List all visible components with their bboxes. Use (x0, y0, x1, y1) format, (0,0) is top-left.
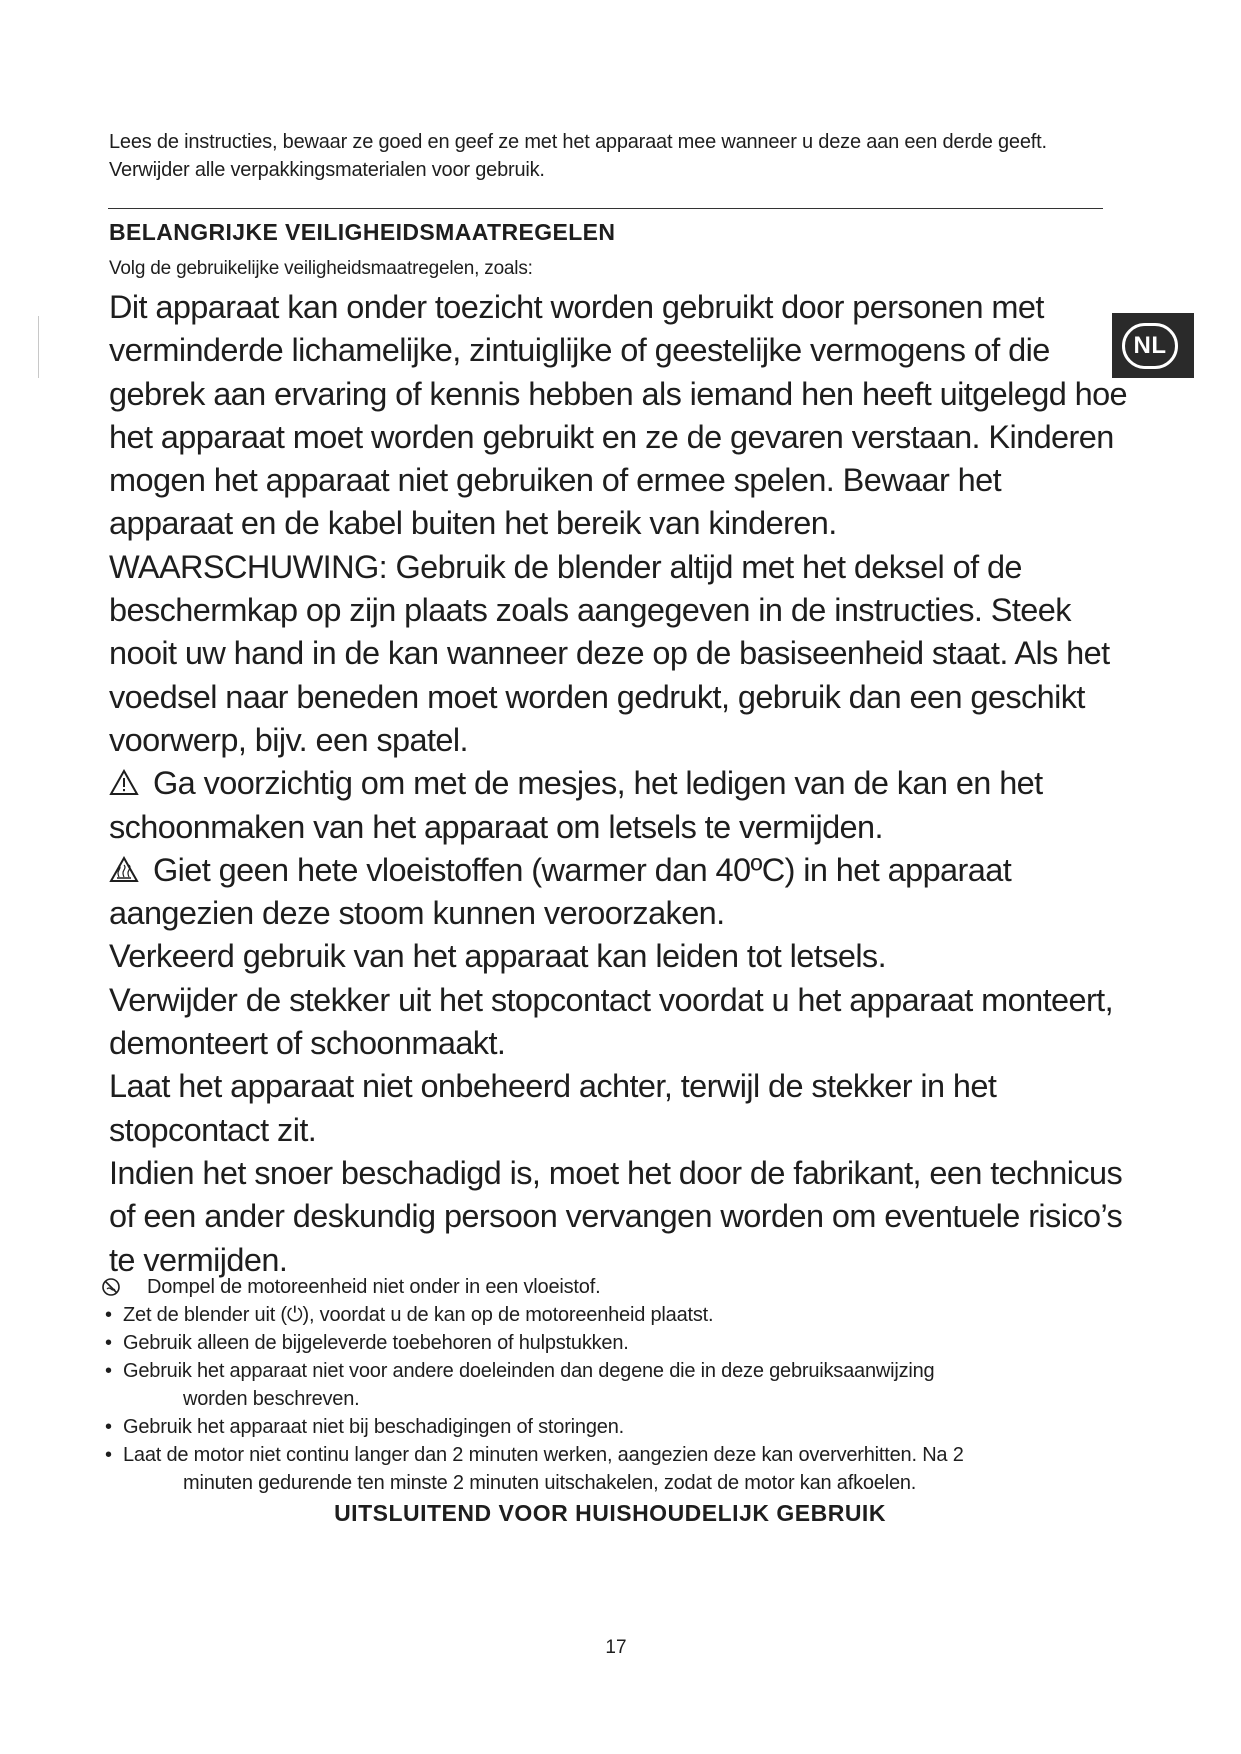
list-item (101, 1329, 1101, 1357)
paragraph-warning: WAARSCHUWING: Gebruik de blender altijd met het deksel of de beschermkap op zijn plaats zoals aangegeven in de instructies. Steek nooit uw hand in de kan wanneer deze op de basiseenheid staat. Als het voedsel naar beneden moet worden gedrukt, gebruik dan een geschikt voorwerp, bijv. een spatel. (109, 548, 1110, 758)
paragraph-unplug: Verwijder de stekker uit het stopcontact voordat u het apparaat monteert, demonteert of schoonmaakt. (109, 981, 1114, 1062)
list-item (101, 1413, 1101, 1441)
list-item-continuation: worden beschreven. (183, 1388, 360, 1410)
list-item-text: Gebruik alleen de bijgeleverde toebehoren of hulpstukken. (123, 1332, 629, 1354)
paragraph-unattended: Laat het apparaat niet onbeheerd achter, terwijl de stekker in het stopcontact zit. (109, 1068, 997, 1148)
paragraph-blades (109, 762, 1129, 849)
paragraph-misuse: Verkeerd gebruik van het apparaat kan leiden tot letsels. (109, 938, 887, 975)
intro-text: Lees de instructies, bewaar ze goed en geef ze met het apparaat mee wanneer u deze aan een derde geeft. Verwijder alle verpakkingsmaterialen voor gebruik. (109, 131, 1047, 181)
list-item-text: Gebruik het apparaat niet voor andere doeleinden dan degene die in deze gebruiksaanwijzing (123, 1360, 935, 1382)
safety-instructions (109, 286, 1129, 1282)
list-item (101, 1441, 1101, 1497)
do-not-immerse-icon (101, 1277, 121, 1297)
list-item (101, 1357, 1101, 1413)
household-use-heading: UITSLUITEND VOOR HUISHOUDELIJK GEBRUIK (334, 1500, 886, 1526)
instruction-list (101, 1273, 1101, 1497)
bullet: • (105, 1444, 112, 1466)
section-subheading: Volg de gebruikelijke veiligheidsmaatregelen, zoals: (109, 258, 533, 279)
margin-mark (38, 316, 39, 378)
bullet: • (105, 1360, 112, 1382)
list-item-text: Zet de blender uit (⏻), voordat u de kan op de motoreenheid plaatst. (123, 1304, 714, 1326)
paragraph-hot-liquids-text: Giet geen hete vloeistoffen (warmer dan 40ºC) in het apparaat aangezien deze stoom kunnen veroorzaken. (109, 851, 1012, 932)
page-number: 17 (605, 1637, 627, 1658)
paragraph-hot-liquids (109, 849, 1129, 936)
list-item (101, 1301, 1101, 1329)
list-item-text: Gebruik het apparaat niet bij beschadigingen of storingen. (123, 1416, 624, 1438)
list-item-continuation: minuten gedurende ten minste 2 minuten uitschakelen, zodat de motor kan afkoelen. (183, 1472, 917, 1494)
warning-triangle-icon (109, 769, 139, 796)
paragraph-supervision: Dit apparaat kan onder toezicht worden gebruikt door personen met verminderde lichamelijke, zintuiglijke of geestelijke vermogens of die gebrek aan ervaring of kennis hebben als iemand hen heeft uitgelegd hoe het apparaat moet worden gebruikt en ze de gevaren verstaan. Kinderen mogen het apparaat niet gebruiken of ermee spelen. Bewaar het apparaat en de kabel buiten het bereik van kinderen. (109, 289, 1128, 542)
paragraph-blades-text: Ga voorzichtig om met de mesjes, het ledigen van de kan en het schoonmaken van het apparaat om letsels te vermijden. (109, 765, 1043, 845)
language-tab-label: NL (1122, 323, 1178, 369)
list-item-text: Dompel de motoreenheid niet onder in een vloeistof. (147, 1276, 601, 1298)
divider (108, 208, 1103, 209)
paragraph-cord: Indien het snoer beschadigd is, moet het door de fabrikant, een technicus of een ander deskundig persoon vervangen worden om eventuele risico’s te vermijden. (109, 1154, 1123, 1278)
bullet: • (105, 1304, 112, 1326)
section-heading: BELANGRIJKE VEILIGHEIDSMAATREGELEN (109, 219, 616, 245)
hot-surface-warning-icon (109, 856, 139, 883)
list-item (101, 1273, 1101, 1301)
bullet: • (105, 1416, 112, 1438)
bullet: • (105, 1332, 112, 1354)
list-item-text: Laat de motor niet continu langer dan 2 minuten werken, aangezien deze kan oververhitten. Na 2 (123, 1444, 964, 1466)
